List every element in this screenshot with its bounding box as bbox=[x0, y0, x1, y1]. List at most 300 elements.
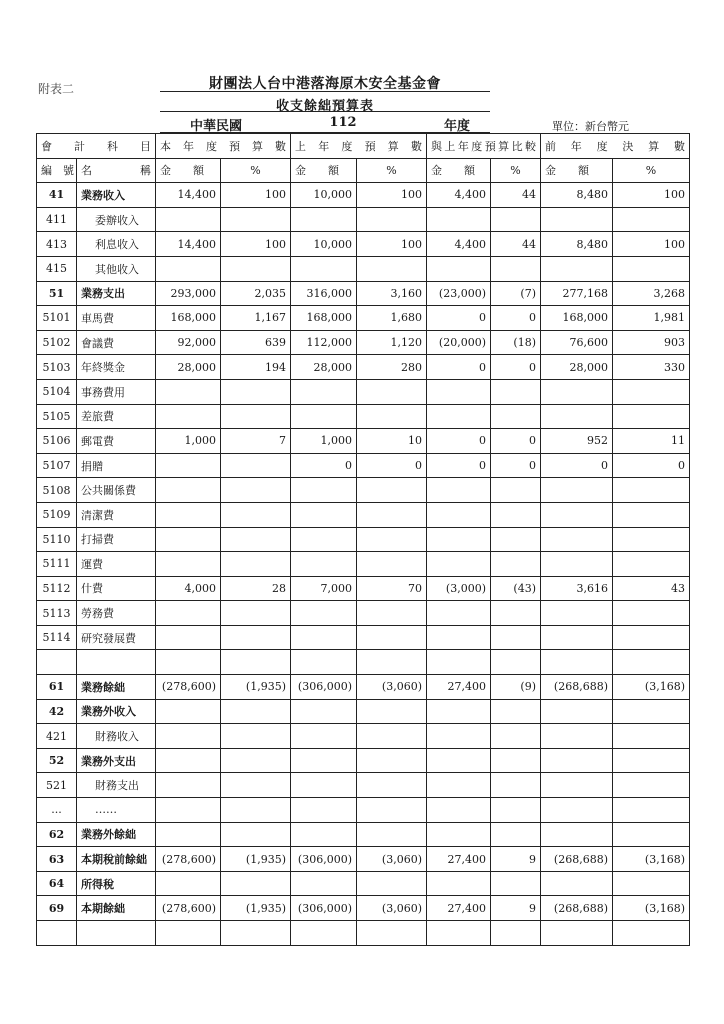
account-name: 業務收入 bbox=[77, 183, 156, 208]
account-code: 5105 bbox=[37, 404, 77, 429]
compare-percent: (43) bbox=[491, 576, 541, 601]
compare-percent bbox=[491, 921, 541, 946]
account-name: 捐贈 bbox=[77, 453, 156, 478]
account-code: 51 bbox=[37, 281, 77, 306]
compare-percent: 0 bbox=[491, 429, 541, 454]
prior-final-amount bbox=[541, 921, 613, 946]
account-name: …… bbox=[77, 798, 156, 823]
prior-final-percent: 330 bbox=[613, 355, 690, 380]
prior-final-amount: 952 bbox=[541, 429, 613, 454]
prior-final-percent bbox=[613, 256, 690, 281]
prior-final-amount bbox=[541, 625, 613, 650]
account-name: 郵電費 bbox=[77, 429, 156, 454]
current-budget-percent bbox=[221, 625, 291, 650]
prior-budget-amount bbox=[291, 625, 357, 650]
account-code: 413 bbox=[37, 232, 77, 257]
prior-budget-amount bbox=[291, 379, 357, 404]
prior-final-percent bbox=[613, 601, 690, 626]
prior-final-percent bbox=[613, 207, 690, 232]
account-code: 5107 bbox=[37, 453, 77, 478]
compare-amount: (20,000) bbox=[427, 330, 491, 355]
compare-percent: 0 bbox=[491, 306, 541, 331]
compare-percent bbox=[491, 404, 541, 429]
compare-amount bbox=[427, 404, 491, 429]
compare-percent bbox=[491, 256, 541, 281]
prior-final-amount bbox=[541, 773, 613, 798]
percent-header: % bbox=[491, 158, 541, 183]
prior-final-header: 前 年 度 決 算 數 bbox=[541, 134, 690, 159]
compare-percent bbox=[491, 552, 541, 577]
prior-budget-amount bbox=[291, 527, 357, 552]
prior-final-percent bbox=[613, 478, 690, 503]
prior-final-percent bbox=[613, 921, 690, 946]
current-budget-percent: 2,035 bbox=[221, 281, 291, 306]
current-budget-amount bbox=[156, 601, 221, 626]
subject-header: 會 計 科 目 bbox=[37, 134, 156, 159]
current-budget-percent bbox=[221, 699, 291, 724]
prior-budget-percent bbox=[357, 871, 427, 896]
header-row-1 bbox=[37, 134, 690, 159]
current-budget-percent: 1,167 bbox=[221, 306, 291, 331]
account-code: 5108 bbox=[37, 478, 77, 503]
table-row bbox=[37, 699, 690, 724]
account-name: 公共關係費 bbox=[77, 478, 156, 503]
current-budget-percent: 7 bbox=[221, 429, 291, 454]
account-name: 業務外餘絀 bbox=[77, 822, 156, 847]
compare-percent: 0 bbox=[491, 355, 541, 380]
prior-budget-percent: 10 bbox=[357, 429, 427, 454]
prior-final-percent bbox=[613, 650, 690, 675]
compare-percent bbox=[491, 748, 541, 773]
account-code: 52 bbox=[37, 748, 77, 773]
account-name: 差旅費 bbox=[77, 404, 156, 429]
prior-final-amount bbox=[541, 404, 613, 429]
compare-amount bbox=[427, 921, 491, 946]
current-budget-amount bbox=[156, 527, 221, 552]
account-name: 委辦收入 bbox=[77, 207, 156, 232]
table-row bbox=[37, 281, 690, 306]
table-row bbox=[37, 625, 690, 650]
prior-budget-amount: (306,000) bbox=[291, 675, 357, 700]
table-row bbox=[37, 552, 690, 577]
prior-budget-amount: (306,000) bbox=[291, 847, 357, 872]
prior-budget-amount: 7,000 bbox=[291, 576, 357, 601]
current-budget-amount bbox=[156, 256, 221, 281]
prior-budget-percent: 1,680 bbox=[357, 306, 427, 331]
account-name: 業務支出 bbox=[77, 281, 156, 306]
prior-budget-percent bbox=[357, 650, 427, 675]
subtitle-underline bbox=[160, 111, 490, 112]
current-budget-percent bbox=[221, 650, 291, 675]
prior-budget-amount bbox=[291, 256, 357, 281]
prior-final-percent bbox=[613, 773, 690, 798]
prior-final-percent: (3,168) bbox=[613, 847, 690, 872]
prior-final-amount bbox=[541, 502, 613, 527]
account-code: 64 bbox=[37, 871, 77, 896]
prior-final-percent bbox=[613, 379, 690, 404]
table-row bbox=[37, 896, 690, 921]
current-budget-amount: 14,400 bbox=[156, 232, 221, 257]
account-code: 62 bbox=[37, 822, 77, 847]
current-budget-percent: 28 bbox=[221, 576, 291, 601]
prior-budget-amount: 1,000 bbox=[291, 429, 357, 454]
current-budget-amount bbox=[156, 207, 221, 232]
prior-budget-amount bbox=[291, 502, 357, 527]
prior-final-amount: (268,688) bbox=[541, 675, 613, 700]
current-budget-percent bbox=[221, 552, 291, 577]
year-suffix: 年度 bbox=[443, 119, 470, 134]
current-budget-amount: 168,000 bbox=[156, 306, 221, 331]
prior-budget-amount bbox=[291, 207, 357, 232]
current-budget-percent bbox=[221, 748, 291, 773]
prior-budget-percent: 70 bbox=[357, 576, 427, 601]
prior-budget-percent bbox=[357, 798, 427, 823]
compare-amount bbox=[427, 552, 491, 577]
current-budget-percent bbox=[221, 798, 291, 823]
prior-final-amount: 76,600 bbox=[541, 330, 613, 355]
compare-percent bbox=[491, 871, 541, 896]
current-budget-amount bbox=[156, 773, 221, 798]
current-budget-amount: 92,000 bbox=[156, 330, 221, 355]
current-budget-percent bbox=[221, 527, 291, 552]
compare-amount bbox=[427, 207, 491, 232]
current-budget-amount: 28,000 bbox=[156, 355, 221, 380]
account-name: 勞務費 bbox=[77, 601, 156, 626]
prior-final-amount bbox=[541, 748, 613, 773]
code-header: 編 號 bbox=[37, 158, 77, 183]
current-budget-percent: 194 bbox=[221, 355, 291, 380]
current-budget-percent: 100 bbox=[221, 183, 291, 208]
account-code: 415 bbox=[37, 256, 77, 281]
header-row-2 bbox=[37, 158, 690, 183]
percent-header: % bbox=[357, 158, 427, 183]
account-name: 其他收入 bbox=[77, 256, 156, 281]
prior-final-percent bbox=[613, 699, 690, 724]
current-budget-percent bbox=[221, 453, 291, 478]
current-budget-percent bbox=[221, 871, 291, 896]
current-budget-percent bbox=[221, 256, 291, 281]
compare-amount: 27,400 bbox=[427, 675, 491, 700]
current-budget-percent: 100 bbox=[221, 232, 291, 257]
current-budget-amount: (278,600) bbox=[156, 675, 221, 700]
current-budget-amount bbox=[156, 502, 221, 527]
compare-percent bbox=[491, 601, 541, 626]
account-code: 521 bbox=[37, 773, 77, 798]
compare-percent bbox=[491, 625, 541, 650]
account-code: 5111 bbox=[37, 552, 77, 577]
compare-amount bbox=[427, 478, 491, 503]
prior-final-amount: (268,688) bbox=[541, 896, 613, 921]
amount-header: 金 額 bbox=[291, 158, 357, 183]
compare-percent bbox=[491, 822, 541, 847]
compare-percent bbox=[491, 207, 541, 232]
compare-amount: 0 bbox=[427, 355, 491, 380]
current-budget-percent bbox=[221, 724, 291, 749]
prior-budget-percent: (3,060) bbox=[357, 675, 427, 700]
prior-final-amount bbox=[541, 650, 613, 675]
amount-header: 金 額 bbox=[427, 158, 491, 183]
year-prefix: 中華民國 bbox=[190, 119, 243, 134]
compare-amount bbox=[427, 650, 491, 675]
account-code: 61 bbox=[37, 675, 77, 700]
table-row bbox=[37, 527, 690, 552]
prior-final-amount bbox=[541, 798, 613, 823]
compare-percent: (9) bbox=[491, 675, 541, 700]
prior-final-percent bbox=[613, 798, 690, 823]
compare-amount bbox=[427, 527, 491, 552]
prior-final-percent bbox=[613, 748, 690, 773]
account-name: 車馬費 bbox=[77, 306, 156, 331]
account-name: 什費 bbox=[77, 576, 156, 601]
compare-amount bbox=[427, 724, 491, 749]
prior-budget-amount: 0 bbox=[291, 453, 357, 478]
prior-final-amount bbox=[541, 822, 613, 847]
account-code: 5114 bbox=[37, 625, 77, 650]
table-row bbox=[37, 921, 690, 946]
account-code: 411 bbox=[37, 207, 77, 232]
prior-final-amount: 28,000 bbox=[541, 355, 613, 380]
prior-budget-amount bbox=[291, 601, 357, 626]
prior-budget-amount bbox=[291, 921, 357, 946]
prior-budget-percent bbox=[357, 256, 427, 281]
table-row bbox=[37, 207, 690, 232]
prior-final-percent bbox=[613, 871, 690, 896]
compare-percent: 9 bbox=[491, 847, 541, 872]
prior-final-percent: (3,168) bbox=[613, 896, 690, 921]
prior-budget-amount: 168,000 bbox=[291, 306, 357, 331]
compare-amount: 0 bbox=[427, 429, 491, 454]
currency-unit: 單位：新台幣元 bbox=[552, 120, 629, 133]
prior-final-percent bbox=[613, 527, 690, 552]
current-budget-amount: (278,600) bbox=[156, 847, 221, 872]
prior-budget-amount: (306,000) bbox=[291, 896, 357, 921]
organization-title: 財團法人台中港落海原木安全基金會 bbox=[209, 76, 441, 92]
prior-budget-percent: 0 bbox=[357, 453, 427, 478]
prior-final-amount bbox=[541, 724, 613, 749]
prior-final-amount bbox=[541, 207, 613, 232]
prior-final-percent: 100 bbox=[613, 232, 690, 257]
prior-budget-amount bbox=[291, 478, 357, 503]
compare-amount: 0 bbox=[427, 306, 491, 331]
year-number: 112 bbox=[329, 115, 357, 130]
account-name: 本期餘絀 bbox=[77, 896, 156, 921]
current-budget-amount: 1,000 bbox=[156, 429, 221, 454]
current-budget-percent: (1,935) bbox=[221, 847, 291, 872]
account-code: 421 bbox=[37, 724, 77, 749]
compare-percent bbox=[491, 478, 541, 503]
table-row bbox=[37, 232, 690, 257]
current-budget-amount bbox=[156, 650, 221, 675]
prior-final-amount: 0 bbox=[541, 453, 613, 478]
compare-amount bbox=[427, 625, 491, 650]
compare-percent bbox=[491, 379, 541, 404]
table-row bbox=[37, 306, 690, 331]
prior-final-percent bbox=[613, 552, 690, 577]
account-name bbox=[77, 650, 156, 675]
compare-amount bbox=[427, 773, 491, 798]
prior-final-percent: 1,981 bbox=[613, 306, 690, 331]
prior-final-amount bbox=[541, 527, 613, 552]
table-row bbox=[37, 748, 690, 773]
table-row bbox=[37, 404, 690, 429]
table-row bbox=[37, 355, 690, 380]
compare-percent: 0 bbox=[491, 453, 541, 478]
current-budget-amount bbox=[156, 822, 221, 847]
prior-final-amount: (268,688) bbox=[541, 847, 613, 872]
prior-budget-amount bbox=[291, 699, 357, 724]
prior-final-percent bbox=[613, 822, 690, 847]
prior-budget-amount: 10,000 bbox=[291, 183, 357, 208]
prior-budget-percent bbox=[357, 773, 427, 798]
table-row bbox=[37, 183, 690, 208]
account-code: 5112 bbox=[37, 576, 77, 601]
table-row bbox=[37, 502, 690, 527]
prior-budget-amount bbox=[291, 748, 357, 773]
prior-budget-amount: 10,000 bbox=[291, 232, 357, 257]
compare-percent bbox=[491, 798, 541, 823]
attachment-label: 附表二 bbox=[38, 82, 75, 96]
current-budget-amount bbox=[156, 798, 221, 823]
compare-amount bbox=[427, 256, 491, 281]
account-name: 本期稅前餘絀 bbox=[77, 847, 156, 872]
account-name: 運費 bbox=[77, 552, 156, 577]
prior-budget-amount: 316,000 bbox=[291, 281, 357, 306]
prior-budget-amount: 28,000 bbox=[291, 355, 357, 380]
account-name: 業務餘絀 bbox=[77, 675, 156, 700]
prior-budget-percent bbox=[357, 822, 427, 847]
current-budget-percent: (1,935) bbox=[221, 896, 291, 921]
account-code: 41 bbox=[37, 183, 77, 208]
prior-budget-percent: (3,060) bbox=[357, 896, 427, 921]
current-budget-amount bbox=[156, 404, 221, 429]
account-name: 財務收入 bbox=[77, 724, 156, 749]
prior-budget-percent: 1,120 bbox=[357, 330, 427, 355]
prior-budget-percent bbox=[357, 724, 427, 749]
account-name: 業務外收入 bbox=[77, 699, 156, 724]
account-name: 業務外支出 bbox=[77, 748, 156, 773]
account-code: 5109 bbox=[37, 502, 77, 527]
current-budget-amount bbox=[156, 871, 221, 896]
account-code: 5104 bbox=[37, 379, 77, 404]
current-budget-percent bbox=[221, 502, 291, 527]
table-row bbox=[37, 675, 690, 700]
prior-budget-percent bbox=[357, 502, 427, 527]
compare-percent bbox=[491, 527, 541, 552]
account-code bbox=[37, 650, 77, 675]
compare-amount: 27,400 bbox=[427, 896, 491, 921]
compare-percent bbox=[491, 773, 541, 798]
compare-amount bbox=[427, 379, 491, 404]
prior-final-amount bbox=[541, 478, 613, 503]
compare-percent: 44 bbox=[491, 183, 541, 208]
account-name: 會議費 bbox=[77, 330, 156, 355]
prior-budget-percent bbox=[357, 625, 427, 650]
prior-final-percent: 43 bbox=[613, 576, 690, 601]
compare-amount bbox=[427, 871, 491, 896]
compare-percent: (7) bbox=[491, 281, 541, 306]
account-code: 63 bbox=[37, 847, 77, 872]
prior-final-amount bbox=[541, 601, 613, 626]
title-underline bbox=[160, 91, 490, 92]
table-row bbox=[37, 822, 690, 847]
compare-amount: 0 bbox=[427, 453, 491, 478]
current-budget-header: 本 年 度 預 算 數 bbox=[156, 134, 291, 159]
compare-amount: (23,000) bbox=[427, 281, 491, 306]
prior-final-amount: 277,168 bbox=[541, 281, 613, 306]
prior-budget-percent bbox=[357, 601, 427, 626]
account-code bbox=[37, 921, 77, 946]
prior-budget-percent: (3,060) bbox=[357, 847, 427, 872]
table-row bbox=[37, 429, 690, 454]
prior-budget-percent bbox=[357, 748, 427, 773]
compare-percent: 9 bbox=[491, 896, 541, 921]
compare-percent bbox=[491, 724, 541, 749]
account-name bbox=[77, 921, 156, 946]
prior-final-percent: 0 bbox=[613, 453, 690, 478]
compare-percent bbox=[491, 650, 541, 675]
compare-percent: 44 bbox=[491, 232, 541, 257]
table-row bbox=[37, 847, 690, 872]
prior-budget-percent bbox=[357, 527, 427, 552]
current-budget-percent bbox=[221, 921, 291, 946]
prior-final-amount bbox=[541, 256, 613, 281]
account-code: 69 bbox=[37, 896, 77, 921]
compare-amount bbox=[427, 748, 491, 773]
current-budget-percent bbox=[221, 773, 291, 798]
prior-final-percent: 11 bbox=[613, 429, 690, 454]
current-budget-amount bbox=[156, 478, 221, 503]
current-budget-percent: 639 bbox=[221, 330, 291, 355]
name-header: 名 稱 bbox=[77, 158, 156, 183]
account-name: 打掃費 bbox=[77, 527, 156, 552]
prior-budget-percent bbox=[357, 921, 427, 946]
prior-budget-amount bbox=[291, 552, 357, 577]
compare-amount: 27,400 bbox=[427, 847, 491, 872]
prior-budget-percent: 3,160 bbox=[357, 281, 427, 306]
prior-budget-amount bbox=[291, 650, 357, 675]
prior-budget-percent: 100 bbox=[357, 232, 427, 257]
table-row bbox=[37, 798, 690, 823]
account-code: 42 bbox=[37, 699, 77, 724]
compare-amount: 4,400 bbox=[427, 183, 491, 208]
current-budget-percent bbox=[221, 379, 291, 404]
table-row bbox=[37, 871, 690, 896]
current-budget-amount: 14,400 bbox=[156, 183, 221, 208]
prior-final-amount bbox=[541, 379, 613, 404]
current-budget-percent bbox=[221, 822, 291, 847]
current-budget-amount bbox=[156, 724, 221, 749]
table-row bbox=[37, 330, 690, 355]
current-budget-amount bbox=[156, 552, 221, 577]
account-name: 清潔費 bbox=[77, 502, 156, 527]
prior-budget-percent bbox=[357, 552, 427, 577]
prior-budget-percent bbox=[357, 404, 427, 429]
table-row bbox=[37, 379, 690, 404]
prior-budget-amount bbox=[291, 724, 357, 749]
account-name: 財務支出 bbox=[77, 773, 156, 798]
prior-budget-percent bbox=[357, 699, 427, 724]
table-row bbox=[37, 576, 690, 601]
prior-budget-percent: 280 bbox=[357, 355, 427, 380]
prior-budget-amount bbox=[291, 798, 357, 823]
account-name: 所得稅 bbox=[77, 871, 156, 896]
percent-header: % bbox=[221, 158, 291, 183]
prior-final-percent bbox=[613, 625, 690, 650]
compare-header: 與上年度預算比較 bbox=[427, 134, 541, 159]
prior-budget-amount bbox=[291, 773, 357, 798]
table-row bbox=[37, 478, 690, 503]
compare-amount bbox=[427, 601, 491, 626]
